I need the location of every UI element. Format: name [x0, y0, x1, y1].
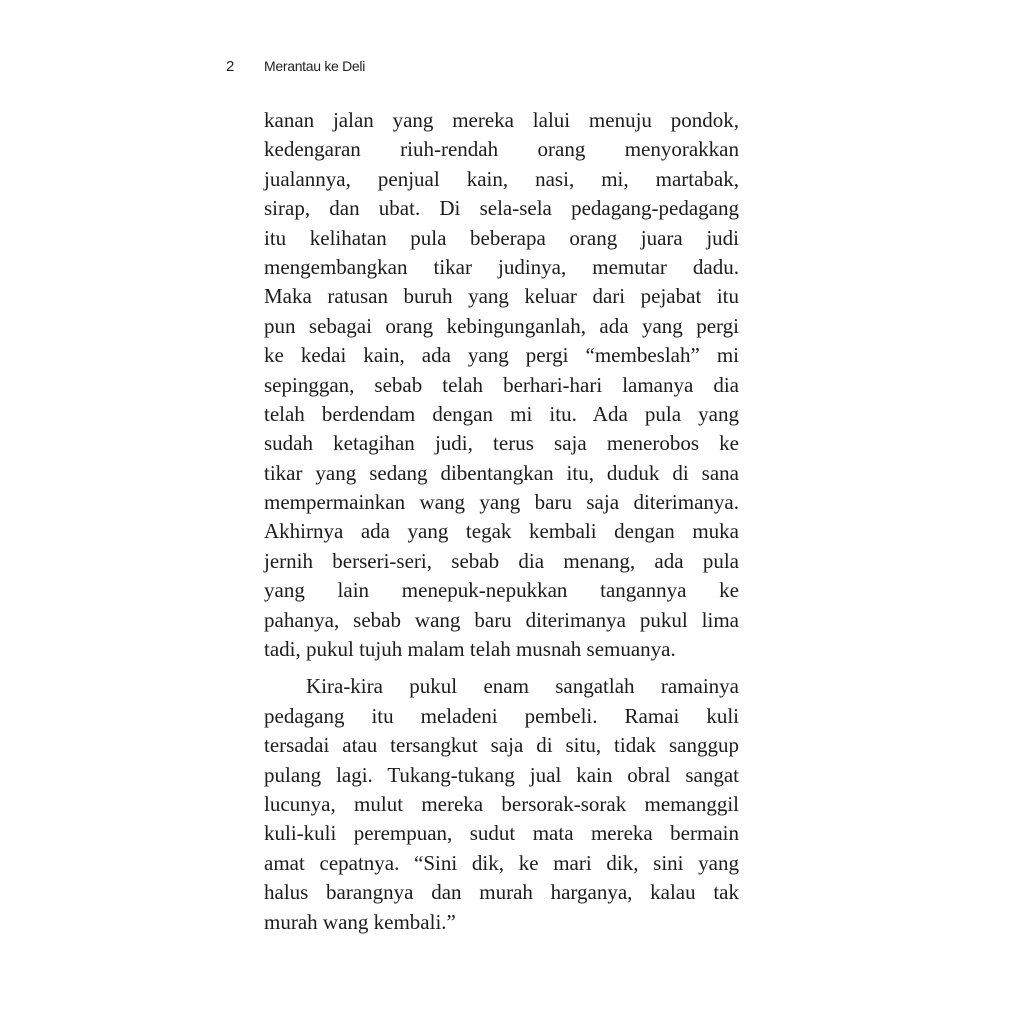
text-line: kuli-kuli perempuan, sudut mata mereka bermain — [264, 821, 739, 846]
body-text — [264, 106, 739, 937]
book-title: Merantau ke Deli — [264, 58, 366, 74]
text-line: jernih berseri-seri, sebab dia menang, ada pula — [264, 548, 739, 573]
text-line: pun sebagai orang kebingunganlah, ada yang pergi — [264, 313, 739, 338]
paragraph-2 — [264, 672, 739, 937]
text-line: sudah ketagihan judi, terus saja menerobos ke — [264, 431, 739, 456]
text-line: pahanya, sebab wang baru diterimanya pukul lima — [264, 607, 739, 632]
text-line: amat cepatnya. “Sini dik, ke mari dik, sini yang — [264, 850, 739, 875]
text-line: kedengaran riuh-rendah orang menyorakkan — [264, 137, 739, 162]
paragraph-1 — [264, 106, 739, 664]
text-line: yang lain menepuk-nepukkan tangannya ke — [264, 578, 739, 603]
text-line: pedagang itu meladeni pembeli. Ramai kuli — [264, 703, 739, 728]
text-line: lucunya, mulut mereka bersorak-sorak memanggil — [264, 791, 739, 816]
text-line: itu kelihatan pula beberapa orang juara judi — [264, 225, 739, 250]
text-line: tikar yang sedang dibentangkan itu, duduk di sana — [264, 460, 739, 485]
text-line: telah berdendam dengan mi itu. Ada pula yang — [264, 401, 739, 426]
text-line: sirap, dan ubat. Di sela-sela pedagang-pedagang — [264, 196, 739, 221]
text-line: tadi, pukul tujuh malam telah musnah semuanya. — [264, 637, 676, 662]
text-line: halus barangnya dan murah harganya, kalau tak — [264, 880, 739, 905]
text-line: kanan jalan yang mereka lalui menuju pondok, — [264, 108, 739, 132]
text-line: tersadai atau tersangkut saja di situ, tidak sanggup — [264, 733, 739, 758]
text-line: jualannya, penjual kain, nasi, mi, martabak, — [264, 166, 739, 191]
text-line: Maka ratusan buruh yang keluar dari pejabat itu — [264, 284, 739, 309]
page-number: 2 — [226, 58, 235, 75]
text-line: Akhirnya ada yang tegak kembali dengan muka — [264, 519, 739, 544]
text-line: mengembangkan tikar judinya, memutar dadu. — [264, 254, 739, 279]
text-line: pulang lagi. Tukang-tukang jual kain obral sangat — [264, 762, 739, 787]
running-head — [226, 54, 365, 78]
text-line: mempermainkan wang yang baru saja diterimanya. — [264, 490, 739, 515]
text-line: murah wang kembali.” — [264, 909, 456, 934]
text-line: sepinggan, sebab telah berhari-hari lamanya dia — [264, 372, 739, 397]
text-line: ke kedai kain, ada yang pergi “membeslah” mi — [264, 343, 739, 368]
text-line: Kira-kira pukul enam sangatlah ramainya — [306, 674, 739, 699]
